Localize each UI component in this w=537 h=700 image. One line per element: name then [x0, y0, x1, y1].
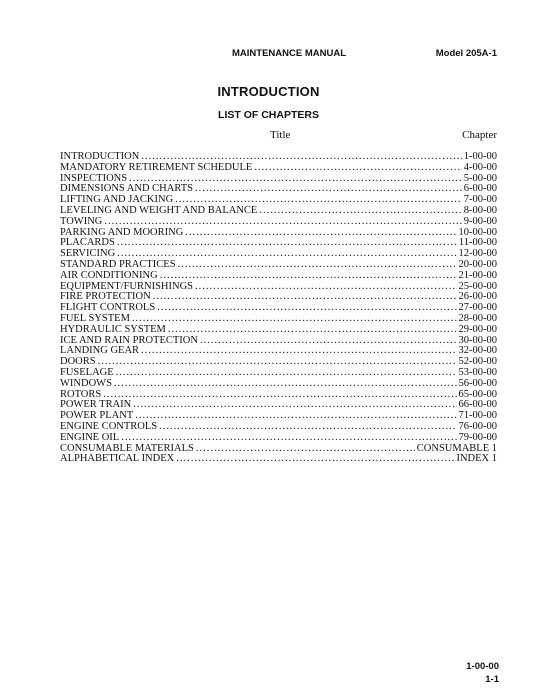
- chapter-entry: [60, 346, 497, 357]
- chapter-title: HYDRAULIC SYSTEM: [60, 323, 166, 335]
- dot-leader: [116, 368, 457, 379]
- chapter-number: 8-00-00: [463, 204, 497, 216]
- dot-leader: [98, 357, 457, 368]
- chapter-number: 1-00-00: [463, 151, 497, 162]
- chapter-title: POWER TRAIN: [60, 399, 132, 411]
- dot-leader: [195, 282, 456, 293]
- chapter-entry: [60, 433, 497, 444]
- chapter-number: 79-00-00: [458, 431, 497, 443]
- chapter-title: LANDING GEAR: [60, 345, 140, 357]
- chapter-title: WINDOWS: [60, 377, 112, 389]
- chapter-title: PLACARDS: [60, 237, 115, 249]
- dot-leader: [176, 454, 454, 465]
- chapter-number: 25-00-00: [458, 280, 497, 292]
- manual-title: MAINTENANCE MANUAL: [232, 48, 346, 59]
- chapter-title: TOWING: [60, 215, 103, 227]
- dot-leader: [104, 217, 461, 228]
- chapter-title: ENGINE OIL: [60, 431, 120, 443]
- chapter-title: DIMENSIONS AND CHARTS: [60, 183, 193, 195]
- chapter-number: CONSUMABLE 1: [416, 442, 497, 454]
- model-number: Model 205A-1: [435, 48, 497, 59]
- chapter-title: FUEL SYSTEM: [60, 312, 130, 324]
- chapter-title: AIR CONDITIONING: [60, 269, 158, 281]
- footer-page-number: 1-1: [485, 674, 499, 685]
- chapter-number: 21-00-00: [458, 269, 497, 281]
- chapter-entry: [60, 228, 497, 239]
- dot-leader: [200, 336, 457, 347]
- chapter-number: 66-00-00: [458, 399, 497, 411]
- chapter-entry: [60, 163, 497, 174]
- chapter-title: POWER PLANT: [60, 410, 134, 422]
- dot-leader: [121, 433, 456, 444]
- chapter-number: 52-00-00: [458, 356, 497, 368]
- chapter-title: SERVICING: [60, 248, 116, 260]
- chapter-title: CONSUMABLE MATERIALS: [60, 442, 194, 454]
- dot-leader: [157, 303, 456, 314]
- chapter-entry: [60, 271, 497, 282]
- dot-leader: [114, 379, 457, 390]
- chapter-entry: [60, 422, 497, 433]
- chapter-title: DOORS: [60, 356, 96, 368]
- chapter-number: 53-00-00: [458, 366, 497, 378]
- chapter-title: LEVELING AND WEIGHT AND BALANCE: [60, 204, 258, 216]
- chapter-title: PARKING AND MOORING: [60, 226, 184, 238]
- chapter-entry: [60, 357, 497, 368]
- chapter-number: 28-00-00: [458, 312, 497, 324]
- chapter-list: [60, 152, 497, 465]
- chapter-title: MANDATORY RETIREMENT SCHEDULE: [60, 161, 253, 173]
- chapter-title: ALPHABETICAL INDEX: [60, 453, 175, 465]
- chapter-entry: [60, 379, 497, 390]
- chapter-number: 5-00-00: [463, 172, 497, 184]
- chapter-number: 26-00-00: [458, 291, 497, 303]
- dot-leader: [132, 314, 457, 325]
- dot-leader: [178, 260, 457, 271]
- chapter-title: ICE AND RAIN PROTECTION: [60, 334, 198, 346]
- dot-leader: [195, 184, 462, 195]
- chapter-number: 27-00-00: [458, 302, 497, 314]
- dot-leader: [117, 238, 457, 249]
- chapter-entry: [60, 238, 497, 249]
- dot-leader: [159, 422, 456, 433]
- dot-leader: [160, 271, 457, 282]
- chapter-title: LIFTING AND JACKING: [60, 194, 174, 206]
- chapter-entry: [60, 206, 497, 217]
- dot-leader: [135, 411, 456, 422]
- chapter-number: 10-00-00: [458, 226, 497, 238]
- footer-chapter-number: 1-00-00: [466, 661, 499, 672]
- dot-leader: [196, 444, 415, 455]
- chapter-entry: [60, 217, 497, 228]
- chapter-number: 7-00-00: [463, 194, 497, 206]
- dot-leader: [153, 292, 457, 303]
- chapter-entry: [60, 368, 497, 379]
- chapter-number: 30-00-00: [458, 334, 497, 346]
- page-title: INTRODUCTION: [217, 84, 320, 99]
- chapter-number: 65-00-00: [458, 388, 497, 400]
- chapter-title: EQUIPMENT/FURNISHINGS: [60, 280, 194, 292]
- dot-leader: [259, 206, 461, 217]
- dot-leader: [185, 228, 456, 239]
- chapter-number: 9-00-00: [463, 215, 497, 227]
- dot-leader: [254, 163, 461, 174]
- page-subtitle: LIST OF CHAPTERS: [218, 109, 319, 121]
- chapter-number: 20-00-00: [458, 258, 497, 270]
- chapter-number: 6-00-00: [463, 183, 497, 195]
- chapter-title: INSPECTIONS: [60, 172, 128, 184]
- chapter-title: ENGINE CONTROLS: [60, 420, 158, 432]
- dot-leader: [168, 325, 457, 336]
- chapter-number: 71-00-00: [458, 410, 497, 422]
- chapter-title: FIRE PROTECTION: [60, 291, 151, 303]
- chapter-title: FLIGHT CONTROLS: [60, 302, 156, 314]
- column-header-chapter: Chapter: [462, 129, 497, 141]
- chapter-entry: [60, 325, 497, 336]
- column-header-title: Title: [270, 129, 291, 141]
- chapter-entry: [60, 454, 497, 465]
- chapter-title: STANDARD PRACTICES: [60, 258, 176, 270]
- chapter-title: FUSELAGE: [60, 366, 114, 378]
- chapter-number: INDEX 1: [456, 453, 497, 465]
- dot-leader: [141, 346, 456, 357]
- dot-leader: [103, 390, 456, 401]
- chapter-number: 56-00-00: [458, 377, 497, 389]
- chapter-number: 11-00-00: [458, 237, 497, 249]
- chapter-number: 32-00-00: [458, 345, 497, 357]
- chapter-title: ROTORS: [60, 388, 102, 400]
- chapter-number: 76-00-00: [458, 420, 497, 432]
- dot-leader: [133, 400, 456, 411]
- chapter-number: 4-00-00: [463, 161, 497, 173]
- chapter-number: 29-00-00: [458, 323, 497, 335]
- chapter-number: 12-00-00: [458, 248, 497, 260]
- chapter-title: INTRODUCTION: [60, 151, 140, 162]
